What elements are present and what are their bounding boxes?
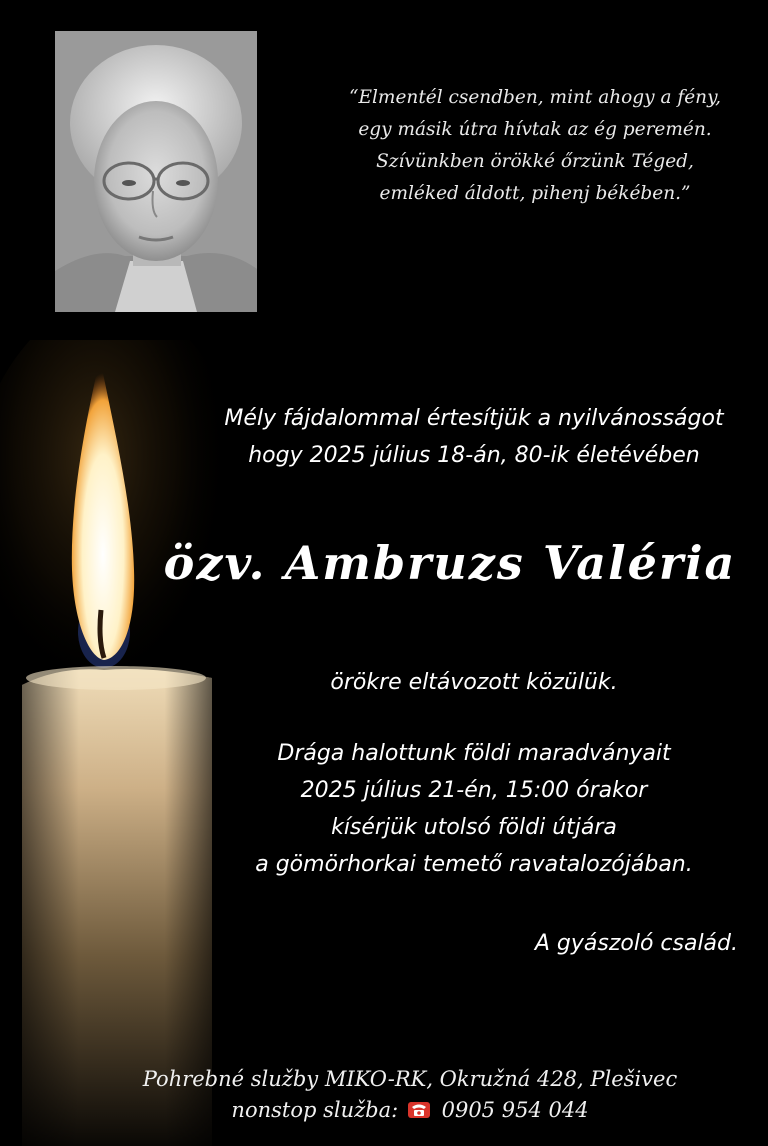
company-info: Pohrebné služby MIKO-RK, Okružná 428, Plešivec — [142, 1067, 678, 1091]
announcement-line: hogy 2025 július 18-án, 80-ik életévében — [248, 443, 700, 468]
funeral-line: kísérjük utolsó földi útjára — [331, 815, 617, 840]
service-label: nonstop služba: — [231, 1098, 399, 1122]
poem-line: egy másik útra hívtak az ég peremén. — [358, 119, 712, 140]
portrait-photo — [55, 31, 257, 312]
memorial-poem — [330, 82, 740, 210]
funeral-line: Drága halottunk földi maradványait — [277, 741, 671, 766]
passed-line: örökre eltávozott közülük. — [330, 670, 618, 695]
announcement-text — [180, 400, 768, 474]
funeral-line: 2025 július 21-én, 15:00 órakor — [300, 778, 648, 803]
funeral-details — [180, 735, 768, 883]
contact-line — [60, 1095, 760, 1126]
passed-away-text — [180, 664, 768, 701]
announcement-line: Mély fájdalommal értesítjük a nyilvánosságot — [224, 406, 724, 431]
poem-line: emléked áldott, pihenj békében.” — [379, 183, 691, 204]
telephone-icon — [407, 1101, 431, 1119]
deceased-name: özv. Ambruzs Valéria — [163, 536, 737, 590]
phone-number[interactable]: 0905 954 044 — [441, 1098, 589, 1122]
funeral-service-footer — [60, 1064, 760, 1126]
family-signature: A gyászoló család. — [534, 931, 738, 956]
poem-line: “Elmentél csendben, mint ahogy a fény, — [349, 87, 721, 108]
poem-line: Szívünkben örökké őrzünk Téged, — [376, 151, 694, 172]
funeral-line: a gömörhorkai temető ravatalozójában. — [255, 852, 693, 877]
